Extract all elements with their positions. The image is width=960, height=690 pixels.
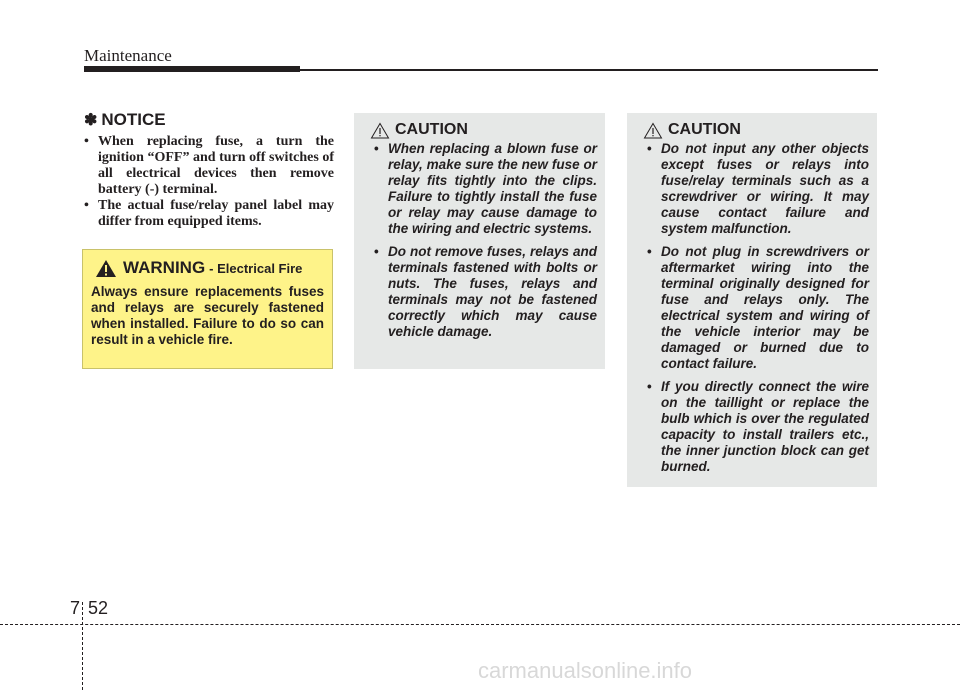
footer-divider-vertical — [82, 602, 83, 690]
notice-section — [84, 110, 334, 230]
watermark: carmanualsonline.info — [478, 658, 693, 683]
caution-heading — [366, 121, 597, 139]
caution-box-left — [354, 113, 605, 369]
caution-item: • Do not remove fuses, relays and terminals fastened with bolts or nuts. The fuses, relays and terminals may not be fastened correctly which may cause vehicle damage. — [374, 244, 597, 339]
caution-item: • When replacing a blown fuse or relay, make sure the new fuse or relay fits tightly into the clips. Failure to tightly install the fuse or relay may cause damage to the wiring and electric systems. — [374, 141, 597, 236]
caution-triangle-icon — [370, 122, 390, 139]
caution-list — [639, 141, 869, 475]
notice-list — [84, 134, 334, 230]
footer-divider-horizontal — [0, 624, 960, 625]
caution-list — [366, 141, 597, 340]
notice-title: NOTICE — [101, 110, 166, 129]
caution-box-right — [627, 113, 877, 487]
caution-item: • Do not plug in screwdrivers or aftermarket wiring into the terminal originally designed for fuse and relays only. The electrical system and wiring of the vehicle interior may be damaged or burned due to contact failure. — [647, 244, 869, 371]
header-bar — [84, 66, 300, 72]
page-number: 52 — [88, 598, 109, 618]
notice-star-icon: ✽ — [84, 112, 98, 129]
notice-heading — [84, 110, 334, 130]
warning-box — [82, 249, 333, 369]
caution-title: CAUTION — [395, 121, 468, 138]
page-header-title: Maintenance — [84, 46, 172, 65]
chapter-number: 7 — [70, 598, 81, 618]
warning-subtitle: - Electrical Fire — [209, 261, 303, 276]
header-rule — [300, 69, 878, 71]
caution-item: • If you directly connect the wire on the taillight or replace the bulb which is over the regulated capacity to install trailers etc., the inner junction block can get burned. — [647, 379, 869, 474]
caution-item: • Do not input any other objects except fuses or relays into fuse/relay terminals such as a screwdriver or wiring. It may cause contact failure and system malfunction. — [647, 141, 869, 236]
caution-triangle-icon — [643, 122, 663, 139]
warning-heading — [91, 258, 324, 278]
warning-title: WARNING — [123, 258, 206, 277]
warning-body: Always ensure replacements fuses and relays are securely fastened when installed. Failure to do so can result in a vehicle fire. — [91, 284, 324, 347]
notice-item: • The actual fuse/relay panel label may differ from equipped items. — [84, 198, 334, 229]
caution-heading — [639, 121, 869, 139]
caution-title: CAUTION — [668, 121, 741, 138]
warning-triangle-icon — [95, 259, 117, 278]
notice-item: • When replacing fuse, a turn the ignition “OFF” and turn off switches of all electrical devices then remove battery (-) terminal. — [84, 134, 334, 197]
